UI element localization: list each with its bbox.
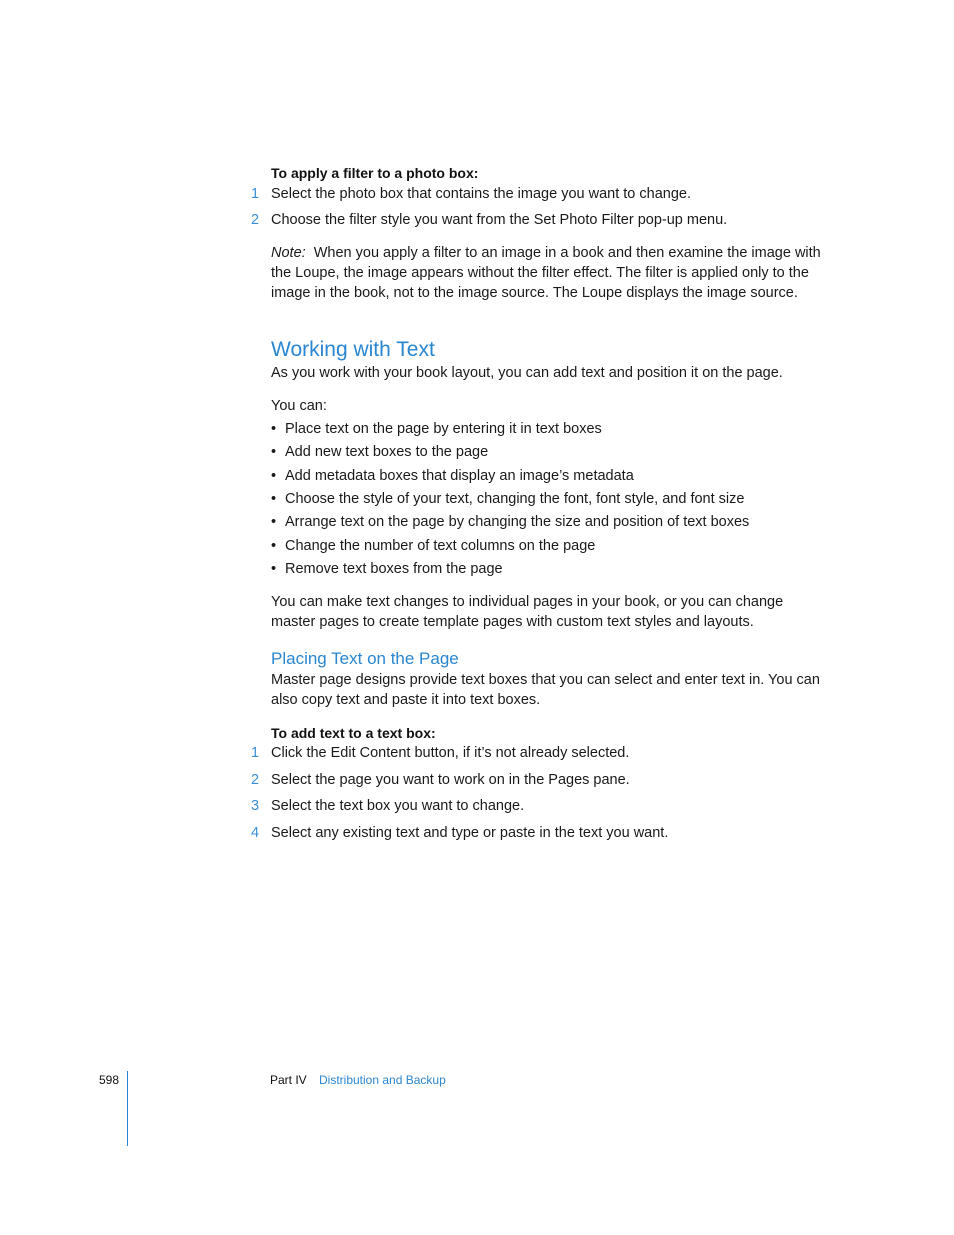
filter-step-1 xyxy=(251,184,831,204)
bullet-icon: • xyxy=(271,538,277,554)
bullet-icon: • xyxy=(271,421,277,437)
note-paragraph xyxy=(271,243,831,303)
step-number: 2 xyxy=(251,212,260,228)
placing-intro: Master page designs provide text boxes that you can select and enter text in. You can also copy text and paste it into text boxes. xyxy=(271,672,820,708)
working-intro: As you work with your book layout, you can add text and position it on the page. xyxy=(271,365,783,381)
add-text-step-3 xyxy=(251,796,831,816)
task-heading-filter: To apply a filter to a photo box: xyxy=(271,165,479,181)
bullet-icon: • xyxy=(271,444,277,460)
list-item-text: Place text on the page by entering it in text boxes xyxy=(285,421,602,437)
list-item-text: Arrange text on the page by changing the size and position of text boxes xyxy=(285,514,750,530)
list-item-text: Change the number of text columns on the page xyxy=(285,538,596,554)
list-item-text: Add metadata boxes that display an image’s metadata xyxy=(285,468,634,484)
task-heading-add-text: To add text to a text box: xyxy=(271,725,436,741)
step-number: 3 xyxy=(251,798,260,814)
section-title-working-with-text: Working with Text xyxy=(271,338,435,361)
step-text: Select any existing text and type or paste in the text you want. xyxy=(271,825,669,841)
bullet-icon: • xyxy=(271,491,277,507)
note-label: Note: xyxy=(271,245,306,261)
add-text-step-1 xyxy=(251,743,831,763)
step-number: 2 xyxy=(251,772,260,788)
bullet-icon: • xyxy=(271,468,277,484)
footer-divider xyxy=(127,1071,128,1146)
step-number: 1 xyxy=(251,745,260,761)
add-text-step-2 xyxy=(251,770,831,790)
footer-chapter-link[interactable]: Distribution and Backup xyxy=(319,1073,446,1087)
bullet-icon: • xyxy=(271,561,277,577)
step-text: Select the photo box that contains the image you want to change. xyxy=(271,186,691,202)
working-closing: You can make text changes to individual pages in your book, or you can change master pages to create template pages with custom text styles and layouts. xyxy=(271,594,784,630)
list-item-text: Remove text boxes from the page xyxy=(285,561,503,577)
footer-part-label: Part IV xyxy=(270,1073,307,1087)
list-item-text: Choose the style of your text, changing the font, font style, and font size xyxy=(285,491,745,507)
step-text: Select the text box you want to change. xyxy=(271,798,525,814)
filter-step-2 xyxy=(251,210,831,230)
list-item-text: Add new text boxes to the page xyxy=(285,444,489,460)
step-text: Choose the filter style you want from the Set Photo Filter pop-up menu. xyxy=(271,212,728,228)
bullet-icon: • xyxy=(271,514,277,530)
add-text-step-4 xyxy=(251,823,831,843)
step-number: 4 xyxy=(251,825,260,841)
step-number: 1 xyxy=(251,186,260,202)
note-text: When you apply a filter to an image in a book and then examine the image with the Loupe, the image appears without the filter effect. The filter is applied only to the image in the book, not to the image source. The Loupe displays the image source. xyxy=(271,245,821,301)
section-title-placing-text: Placing Text on the Page xyxy=(271,649,459,668)
step-text: Select the page you want to work on in the Pages pane. xyxy=(271,772,630,788)
you-can-label: You can: xyxy=(271,398,327,414)
page-number: 598 xyxy=(99,1073,120,1087)
step-text: Click the Edit Content button, if it’s not already selected. xyxy=(271,745,630,761)
